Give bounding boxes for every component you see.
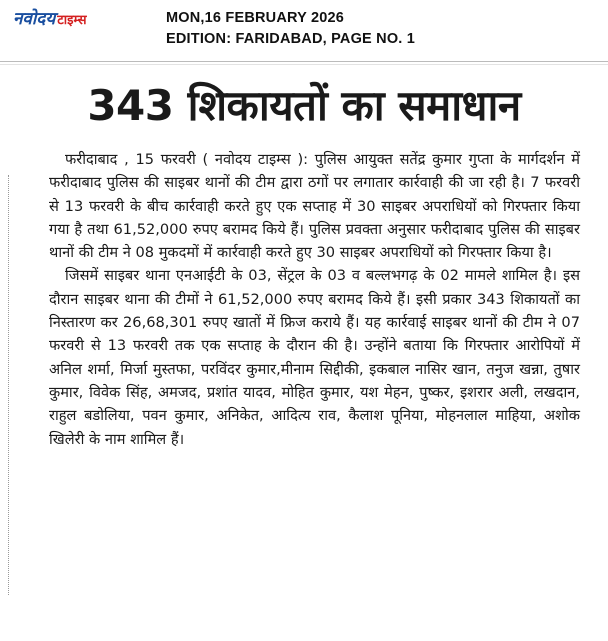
column-edge-marks [0, 175, 9, 595]
logo-main-text: नवोदय [13, 9, 56, 29]
edition-date: MON,16 FEBRUARY 2026 [166, 10, 345, 26]
page-header [0, 0, 608, 62]
header-divider [0, 61, 608, 65]
newspaper-logo [13, 8, 87, 32]
article-headline: 343 शिकायतों का समाधान [87, 81, 521, 130]
logo-sub-text: टाइम्स [57, 13, 87, 28]
edition-info: EDITION: FARIDABAD, PAGE NO. 1 [166, 31, 416, 47]
article-paragraph-1: फरीदाबाद , 15 फरवरी ( नवोदय टाइम्स ): पुलिस आयुक्त सतेंद्र कुमार गुप्ता के मार्गदर्शन में फरीदाबाद पुलिस की साइबर थानों की टीम द्वारा ठगों पर लगातार कार्रवाही की जा रही है। 7 फरवरी से 13 फरवरी के बीच कार्रवाही करते हुए एक सप्ताह में 30 साइबर अपराधियों को गिरफ्तार किया गया है तथा 61,52,000 रुपए बरामद किये हैं। पुलिस प्रवक्ता अनुसार फरीदाबाद पुलिस की साइबर थानों की टीम ने 08 मुकदमों में कार्रवाही करते हुए 30 साइबर अपराधियों को गिरफ्तार किया है। [49, 151, 580, 262]
edition-meta [166, 8, 415, 50]
article-body [49, 148, 580, 451]
article-paragraph-2: जिसमें साइबर थाना एनआईटी के 03, सेंट्रल के 03 व बल्लभगढ़ के 02 मामले शामिल है। इस दौरान साइबर थाना की टीमों ने 61,52,000 रुपए बरामद किये हैं। इसी प्रकार 343 शिकायतों का निस्तारण कर 26,68,301 रुपए खातों में फ्रिज कराये हैं। यह कार्रवाई साइबर थानों की टीम ने 07 फरवरी से 13 फरवरी तक एक सप्ताह के दौरान की है। उन्होंने बताया कि गिरफ्तार आरोपियों में अनिल शर्मा, मिर्जा मुस्तफा, परविंदर कुमार,मीनाम सिद्दीकी, इकबाल नासिर खान, तनुज खन्ना, तुषार कुमार, विवेक सिंह, अमजद, प्रशांत यादव, मोहित कुमार, यश मेहन, पुष्कर, इशरार अली, लखदान, राहुल बडोलिया, पवन कुमार, अनिकेत, आदित्य राव, कैलाश पूनिया, मोहनलाल माहिया, अशोक खिलेरी के नाम शामिल हैं। [49, 267, 580, 448]
